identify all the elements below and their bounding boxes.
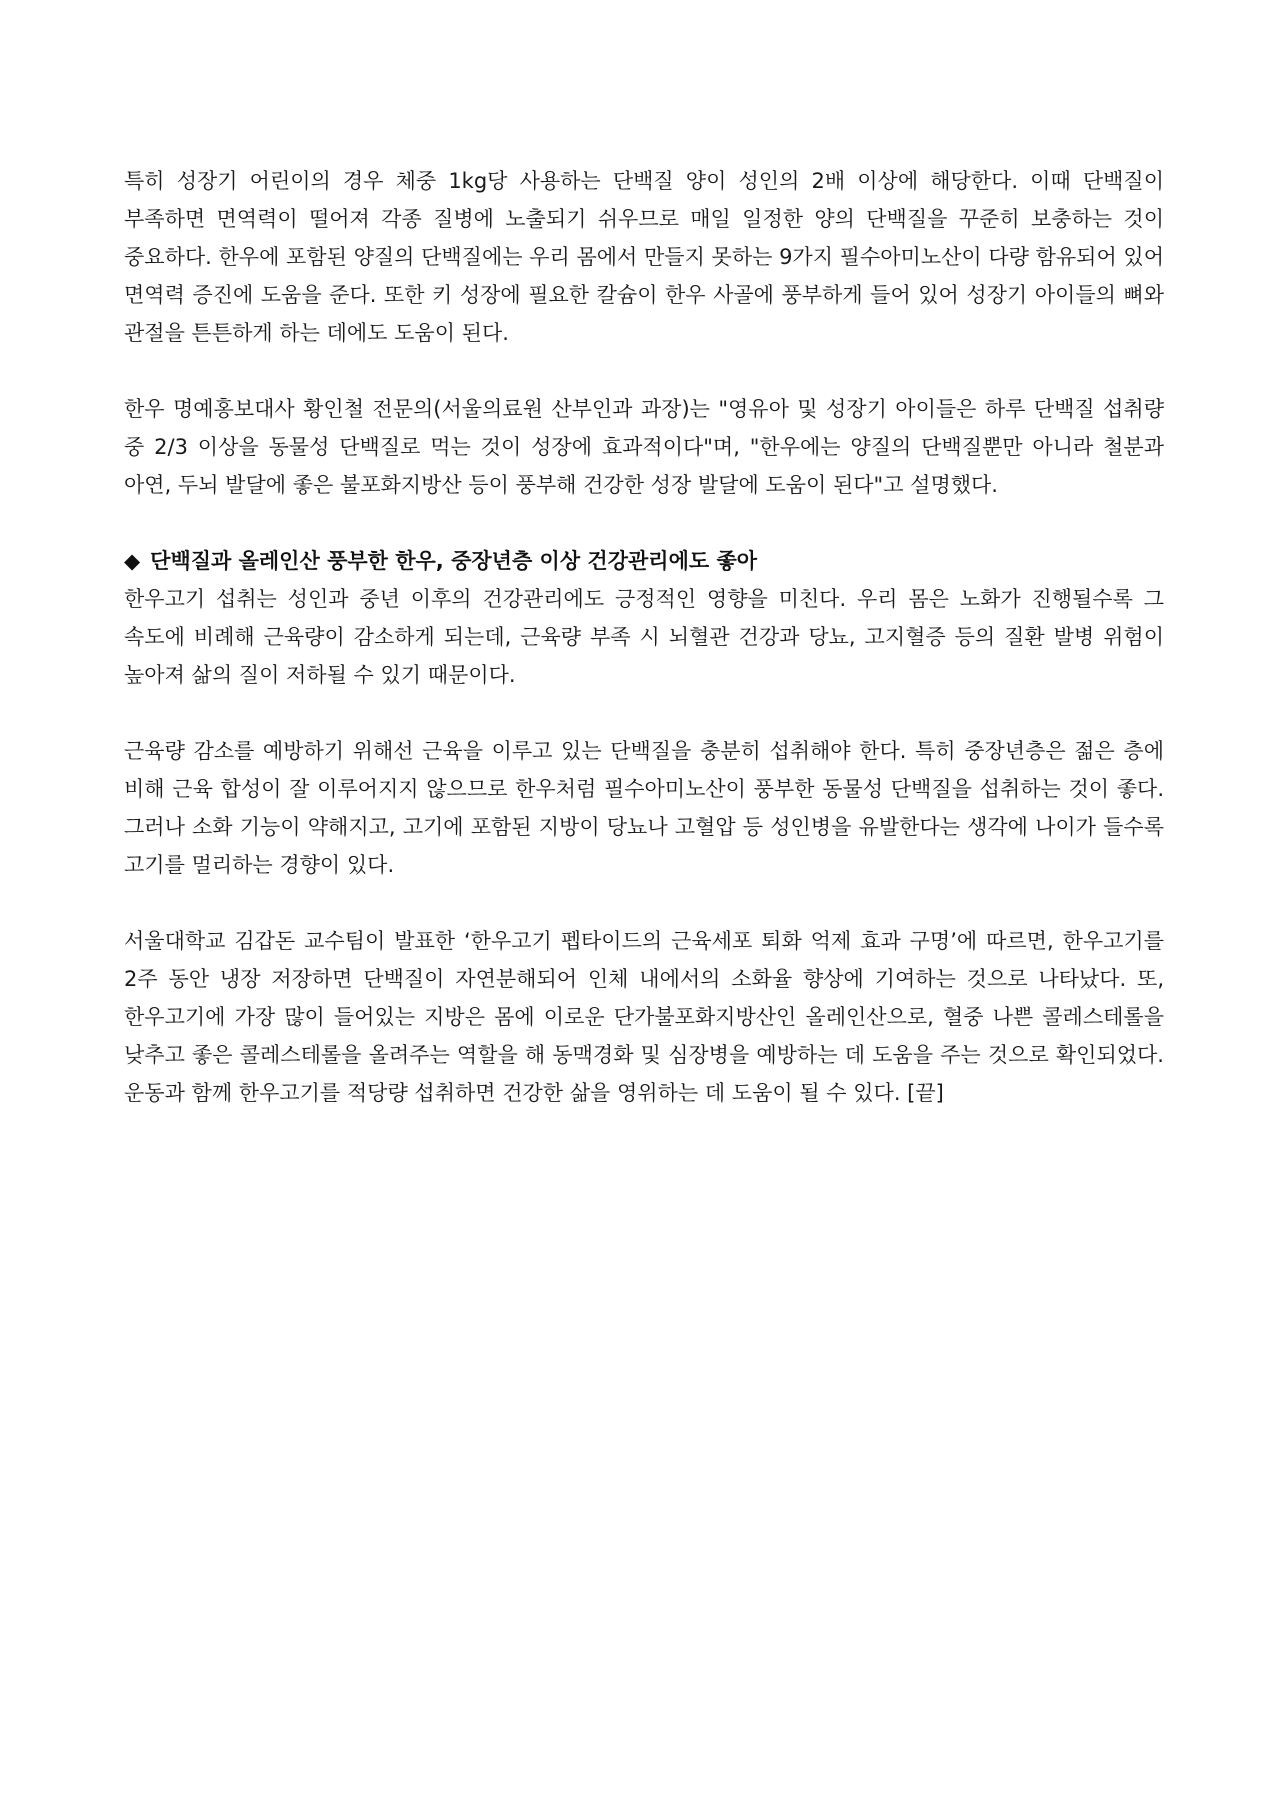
document-body [124,162,1164,1112]
section-heading-text: 단백질과 올레인산 풍부한 한우, 중장년층 이상 건강관리에도 좋아 [150,549,758,573]
paragraph-expert-quote: 한우 명예홍보대사 황인철 전문의(서울의료원 산부인과 과장)는 "영유아 및 성장기 아이들은 하루 단백질 섭취량 중 2/3 이상을 동물성 단백질로 먹는 것이 성장에 효과적이다"며, "한우에는 양질의 단백질뿐만 아니라 철분과 아연, 두뇌 발달에 좋은 불포화지방산 등이 풍부해 건강한 성장 발달에 도움이 된다"고 설명했다. [124,397,1164,497]
diamond-bullet-icon: ◆ [124,549,141,573]
paragraph-child-protein: 특히 성장기 어린이의 경우 체중 1kg당 사용하는 단백질 양이 성인의 2배 이상에 해당한다. 이때 단백질이 부족하면 면역력이 떨어져 각종 질병에 노출되기 쉬우므로 매일 일정한 양의 단백질을 꾸준히 보충하는 것이 중요하다. 한우에 포함된 양질의 단백질에는 우리 몸에서 만들지 못하는 9가지 필수아미노산이 다량 함유되어 있어 면역력 증진에 도움을 준다. 또한 키 성장에 필요한 칼슘이 한우 사골에 풍부하게 들어 있어 성장기 아이들의 뼈와 관절을 튼튼하게 하는 데에도 도움이 된다. [124,169,1164,345]
paragraph-research-findings: 서울대학교 김갑돈 교수팀이 발표한 ‘한우고기 펩타이드의 근육세포 퇴화 억제 효과 구명’에 따르면, 한우고기를 2주 동안 냉장 저장하면 단백질이 자연분해되어 인체 내에서의 소화율 향상에 기여하는 것으로 나타났다. 또, 한우고기에 가장 많이 들어있는 지방은 몸에 이로운 단가불포화지방산인 올레인산으로, 혈중 나쁜 콜레스테롤을 낮추고 좋은 콜레스테롤을 올려주는 역할을 해 동맥경화 및 심장병을 예방하는 데 도움을 주는 것으로 확인되었다. 운동과 함께 한우고기를 적당량 섭취하면 건강한 삶을 영위하는 데 도움이 될 수 있다. [끝] [124,929,1164,1105]
section-middle-age-health [124,542,1164,694]
paragraph-muscle-loss: 근육량 감소를 예방하기 위해선 근육을 이루고 있는 단백질을 충분히 섭취해야 한다. 특히 중장년층은 젊은 층에 비해 근육 합성이 잘 이루어지지 않으므로 한우처럼 필수아미노산이 풍부한 동물성 단백질을 섭취하는 것이 좋다. 그러나 소화 기능이 약해지고, 고기에 포함된 지방이 당뇨나 고혈압 등 성인병을 유발한다는 생각에 나이가 들수록 고기를 멀리하는 경향이 있다. [124,739,1164,877]
paragraph-section-intro: 한우고기 섭취는 성인과 중년 이후의 건강관리에도 긍정적인 영향을 미친다. 우리 몸은 노화가 진행될수록 그 속도에 비례해 근육량이 감소하게 되는데, 근육량 부족 시 뇌혈관 건강과 당뇨, 고지혈증 등의 질환 발병 위험이 높아져 삶의 질이 저하될 수 있기 때문이다. [124,587,1164,687]
section-heading [124,542,1164,580]
